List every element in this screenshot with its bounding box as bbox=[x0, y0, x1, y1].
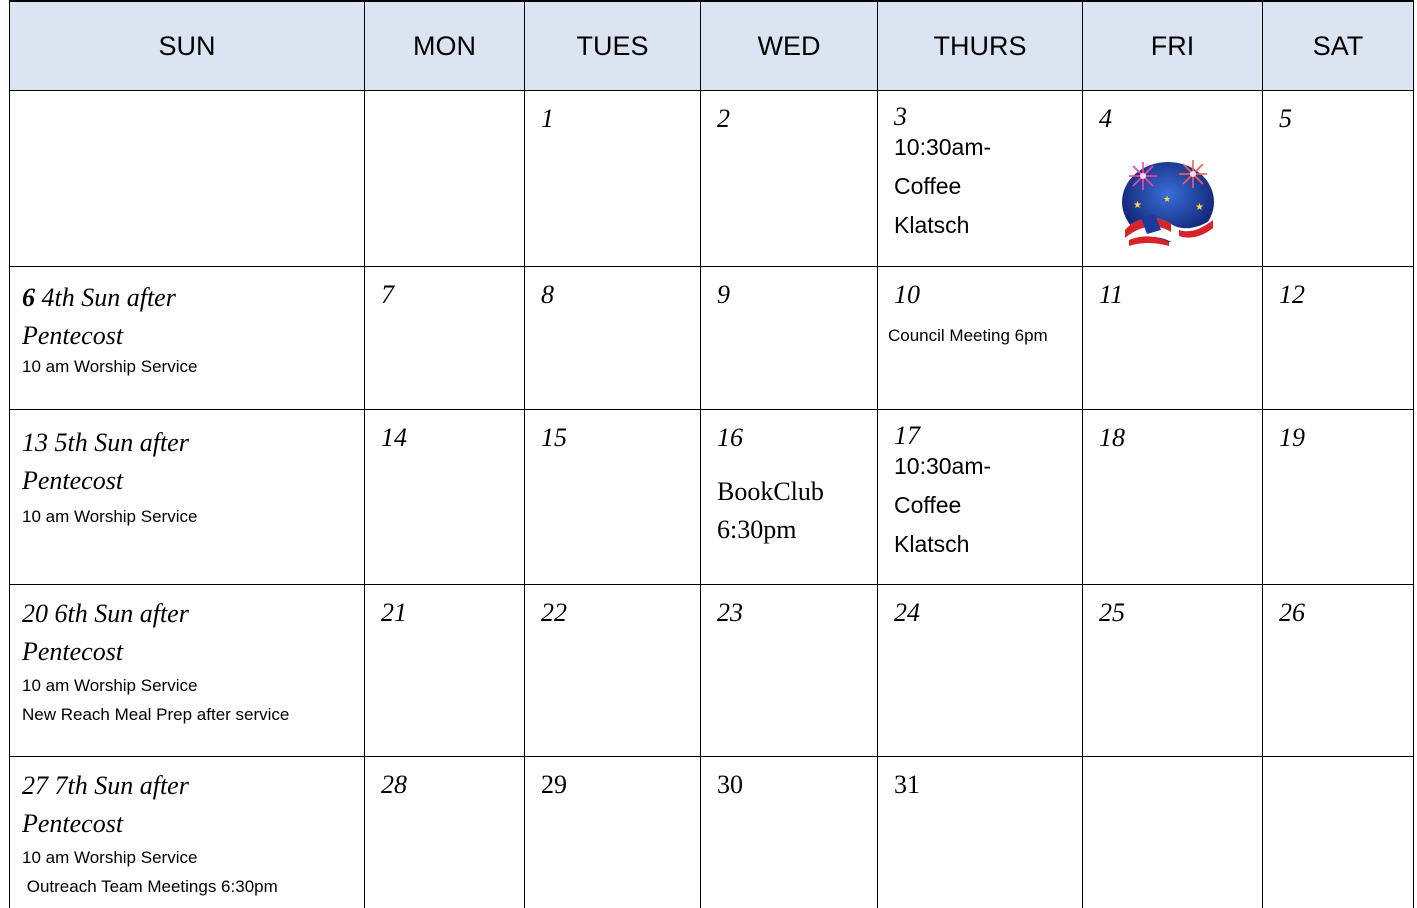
week-row-5 bbox=[10, 757, 1414, 908]
day-cell[interactable] bbox=[525, 410, 701, 585]
week-row-2 bbox=[10, 267, 1414, 410]
coffee-klatsch-event bbox=[894, 128, 1068, 245]
day-cell[interactable] bbox=[701, 757, 878, 908]
liturgical-day-line2: Pentecost bbox=[22, 462, 356, 500]
day-number: 7 bbox=[381, 281, 510, 310]
day-cell[interactable] bbox=[1083, 410, 1263, 585]
day-number: 19 bbox=[1279, 424, 1399, 453]
worship-service-note: 10 am Worship Service bbox=[22, 843, 356, 872]
day-cell-sunday[interactable] bbox=[10, 410, 365, 585]
day-cell[interactable] bbox=[878, 91, 1083, 267]
day-number: 9 bbox=[717, 281, 863, 310]
day-number: 28 bbox=[381, 771, 510, 800]
day-cell[interactable] bbox=[1263, 91, 1414, 267]
event-line: 10:30am- bbox=[894, 447, 1068, 486]
liturgical-day: 13 5th Sun after bbox=[22, 424, 356, 462]
day-cell[interactable] bbox=[365, 410, 525, 585]
event-line: 10:30am- bbox=[894, 128, 1068, 167]
week-row-4 bbox=[10, 585, 1414, 757]
day-number: 3 bbox=[894, 103, 1068, 132]
event-line: Coffee bbox=[894, 486, 1068, 525]
day-cell[interactable] bbox=[878, 267, 1083, 410]
day-number: 5 bbox=[1279, 105, 1399, 134]
day-number: 21 bbox=[381, 599, 510, 628]
sunday-title bbox=[22, 279, 356, 317]
day-number: 11 bbox=[1099, 281, 1248, 310]
book-club-event bbox=[717, 473, 863, 549]
day-cell[interactable] bbox=[365, 267, 525, 410]
day-cell[interactable] bbox=[1083, 267, 1263, 410]
day-cell[interactable] bbox=[365, 585, 525, 757]
day-number: 4 bbox=[1099, 105, 1248, 134]
day-cell-empty bbox=[365, 91, 525, 267]
day-cell-empty bbox=[1263, 757, 1414, 908]
day-number: 26 bbox=[1279, 599, 1399, 628]
event-line: Klatsch bbox=[894, 525, 1068, 564]
coffee-klatsch-event bbox=[894, 447, 1068, 564]
day-number: 2 bbox=[717, 105, 863, 134]
day-cell[interactable] bbox=[525, 267, 701, 410]
day-number: 8 bbox=[541, 281, 686, 310]
day-cell-empty bbox=[10, 91, 365, 267]
svg-text:★: ★ bbox=[1163, 195, 1171, 205]
day-number: 17 bbox=[894, 422, 1068, 451]
day-cell[interactable] bbox=[525, 757, 701, 908]
day-cell-sunday[interactable] bbox=[10, 757, 365, 908]
day-number: 12 bbox=[1279, 281, 1399, 310]
day-number: 24 bbox=[894, 599, 1068, 628]
day-number: 29 bbox=[541, 771, 686, 800]
day-cell[interactable] bbox=[1083, 585, 1263, 757]
liturgical-day-line2: Pentecost bbox=[22, 633, 356, 671]
svg-text:★: ★ bbox=[1133, 200, 1142, 211]
day-number: 10 bbox=[894, 281, 1068, 310]
day-cell[interactable] bbox=[1263, 585, 1414, 757]
day-cell[interactable] bbox=[525, 585, 701, 757]
day-cell-sunday[interactable] bbox=[10, 585, 365, 757]
weekday-header-thu: THURS bbox=[878, 1, 1083, 91]
day-cell[interactable] bbox=[1263, 267, 1414, 410]
day-cell-sunday[interactable] bbox=[10, 267, 365, 410]
day-cell[interactable] bbox=[878, 757, 1083, 908]
event-line: Klatsch bbox=[894, 206, 1068, 245]
liturgical-day: 20 6th Sun after bbox=[22, 595, 356, 633]
day-cell[interactable] bbox=[878, 410, 1083, 585]
day-number: 16 bbox=[717, 424, 863, 453]
liturgical-day-line2: Pentecost bbox=[22, 805, 356, 843]
day-number: 14 bbox=[381, 424, 510, 453]
day-cell[interactable] bbox=[701, 91, 878, 267]
day-number: 18 bbox=[1099, 424, 1248, 453]
day-cell[interactable] bbox=[701, 410, 878, 585]
day-cell[interactable] bbox=[365, 757, 525, 908]
day-cell[interactable] bbox=[1263, 410, 1414, 585]
liturgical-day-line2: Pentecost bbox=[22, 317, 356, 355]
worship-service-note: 10 am Worship Service bbox=[22, 502, 356, 531]
day-cell[interactable] bbox=[701, 585, 878, 757]
week-row-1 bbox=[10, 91, 1414, 267]
day-cell[interactable] bbox=[701, 267, 878, 410]
day-number: 25 bbox=[1099, 599, 1248, 628]
weekday-header-row bbox=[10, 1, 1414, 91]
day-number: 15 bbox=[541, 424, 686, 453]
day-cell[interactable] bbox=[878, 585, 1083, 757]
event-line: BookClub bbox=[717, 473, 863, 511]
weekday-header-wed: WED bbox=[701, 1, 878, 91]
weekday-header-mon: MON bbox=[365, 1, 525, 91]
day-number: 1 bbox=[541, 105, 686, 134]
day-number: 30 bbox=[717, 771, 863, 800]
worship-service-note: 10 am Worship Service bbox=[22, 355, 356, 379]
week-row-3 bbox=[10, 410, 1414, 585]
day-number: 23 bbox=[717, 599, 863, 628]
weekday-header-sat: SAT bbox=[1263, 1, 1414, 91]
weekday-header-sun: SUN bbox=[10, 1, 365, 91]
council-meeting-event: Council Meeting 6pm bbox=[888, 322, 1068, 350]
day-cell-empty bbox=[1083, 757, 1263, 908]
day-cell[interactable] bbox=[1083, 91, 1263, 267]
fireworks-flag-icon bbox=[1119, 156, 1217, 248]
svg-text:★: ★ bbox=[1195, 202, 1204, 213]
event-line: Coffee bbox=[894, 167, 1068, 206]
day-cell[interactable] bbox=[525, 91, 701, 267]
day-number: 31 bbox=[894, 771, 1068, 800]
liturgical-day: 4th Sun after bbox=[35, 283, 176, 312]
worship-service-note: 10 am Worship Service bbox=[22, 671, 356, 700]
day-number: 22 bbox=[541, 599, 686, 628]
liturgical-day: 27 7th Sun after bbox=[22, 767, 356, 805]
outreach-meeting-note: Outreach Team Meetings 6:30pm bbox=[22, 872, 356, 901]
day-number: 6 bbox=[22, 283, 35, 312]
weekday-header-fri: FRI bbox=[1083, 1, 1263, 91]
meal-prep-note: New Reach Meal Prep after service bbox=[22, 700, 356, 729]
event-line: 6:30pm bbox=[717, 511, 863, 549]
weekday-header-tue: TUES bbox=[525, 1, 701, 91]
calendar-grid bbox=[9, 0, 1414, 908]
